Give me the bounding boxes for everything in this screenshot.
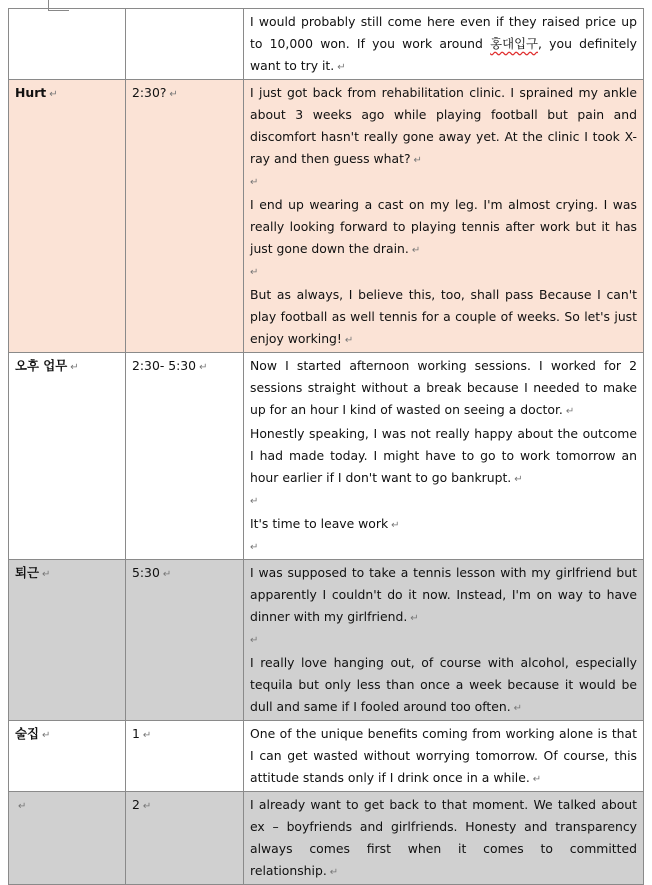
table-row	[9, 721, 644, 792]
body-cell[interactable]: I was supposed to take a tennis lesson with my girlfriend but apparently I couldn't do it now. Instead, I'm on way to have dinner with my girlfriend. ↵ ↵ I really love hanging out, of course with alcohol, especially tequila but only less than once a week because it would be dull and same if I fooled around too often. ↵	[244, 560, 644, 721]
label-cell[interactable]: 오후 업무 ↵	[9, 353, 126, 560]
paragraph: One of the unique benefits coming from working alone is that I can get wasted without worrying tomorrow. Of course, this attitude stands only if I drink once in a while. ↵	[250, 726, 637, 785]
paragraph: It's time to leave work ↵	[250, 516, 400, 531]
paragraph: I end up wearing a cast on my leg. I'm almost crying. I was really looking forward to playing tennis after work but it has just gone down the drain. ↵	[250, 197, 637, 256]
label-cell[interactable]: 퇴근 ↵	[9, 560, 126, 721]
paragraph: I really love hanging out, of course with alcohol, especially tequila but only less than once a week because it would be dull and same if I fooled around too often. ↵	[250, 655, 637, 714]
body-cell[interactable]	[244, 792, 644, 885]
paragraph: I already want to get back to that moment. We talked about ex – boyfriends and girlfriends. Honesty and transparency always comes first when it comes to committed relationship. ↵	[250, 797, 637, 878]
body-cell[interactable]	[244, 9, 644, 80]
time-cell[interactable]: 2 ↵	[126, 792, 244, 885]
time-cell[interactable]: 2:30- 5:30 ↵	[126, 353, 244, 560]
body-cell[interactable]: I just got back from rehabilitation clinic. I sprained my ankle about 3 weeks ago while playing football but pain and discomfort hasn't really gone away yet. At the clinic I took X-ray and then guess what? ↵ ↵ I end up wearing a cast on my leg. I'm almost crying. I was really looking forward to playing tennis after work but it has just gone down the drain. ↵ ↵ But as always, I believe this, too, shall pass Because I can't play football as well tennis for a couple of weeks. So let's just enjoy working! ↵	[244, 80, 644, 353]
label-cell[interactable]	[9, 9, 126, 80]
label-cell[interactable]: ↵	[9, 792, 126, 885]
time-cell[interactable]: 5:30 ↵	[126, 560, 244, 721]
table-row	[9, 80, 644, 353]
table-row	[9, 792, 644, 885]
table-row	[9, 353, 644, 560]
paragraph: I would probably still come here even if they raised price up to 10,000 won. If you work around 홍대입구, you definitely want to try it. ↵	[250, 14, 637, 73]
paragraph: I was supposed to take a tennis lesson with my girlfriend but apparently I couldn't do it now. Instead, I'm on way to have dinner with my girlfriend. ↵	[250, 565, 637, 624]
paragraph: But as always, I believe this, too, shall pass Because I can't play football as well tennis for a couple of weeks. So let's just enjoy working! ↵	[250, 287, 637, 346]
table-row	[9, 560, 644, 721]
time-cell[interactable]: 1 ↵	[126, 721, 244, 792]
paragraph: Now I started afternoon working sessions. I worked for 2 sessions straight without a break because I needed to make up for an hour I kind of wasted on seeing a doctor. ↵	[250, 358, 637, 417]
time-cell[interactable]	[126, 9, 244, 80]
paragraph: I just got back from rehabilitation clinic. I sprained my ankle about 3 weeks ago while playing football but pain and discomfort hasn't really gone away yet. At the clinic I took X-ray and then guess what? ↵	[250, 85, 637, 166]
body-cell[interactable]	[244, 721, 644, 792]
table-row	[9, 9, 644, 80]
time-cell[interactable]: 2:30? ↵	[126, 80, 244, 353]
spellcheck-word: 홍대입구	[490, 36, 539, 51]
label-cell[interactable]: Hurt ↵	[9, 80, 126, 353]
label-cell[interactable]: 술집 ↵	[9, 721, 126, 792]
paragraph-mark: ↵	[337, 62, 346, 73]
body-cell[interactable]: Now I started afternoon working sessions. I worked for 2 sessions straight without a break because I needed to make up for an hour I kind of wasted on seeing a doctor. ↵ Honestly speaking, I was not really happy about the outcome I had made today. I might have to go to work tomorrow an hour earlier if I don't want to go bankrupt. ↵ ↵ It's time to leave work ↵ ↵	[244, 353, 644, 560]
diary-table	[8, 8, 644, 885]
paragraph: Honestly speaking, I was not really happy about the outcome I had made today. I might have to go to work tomorrow an hour earlier if I don't want to go bankrupt. ↵	[250, 426, 637, 485]
